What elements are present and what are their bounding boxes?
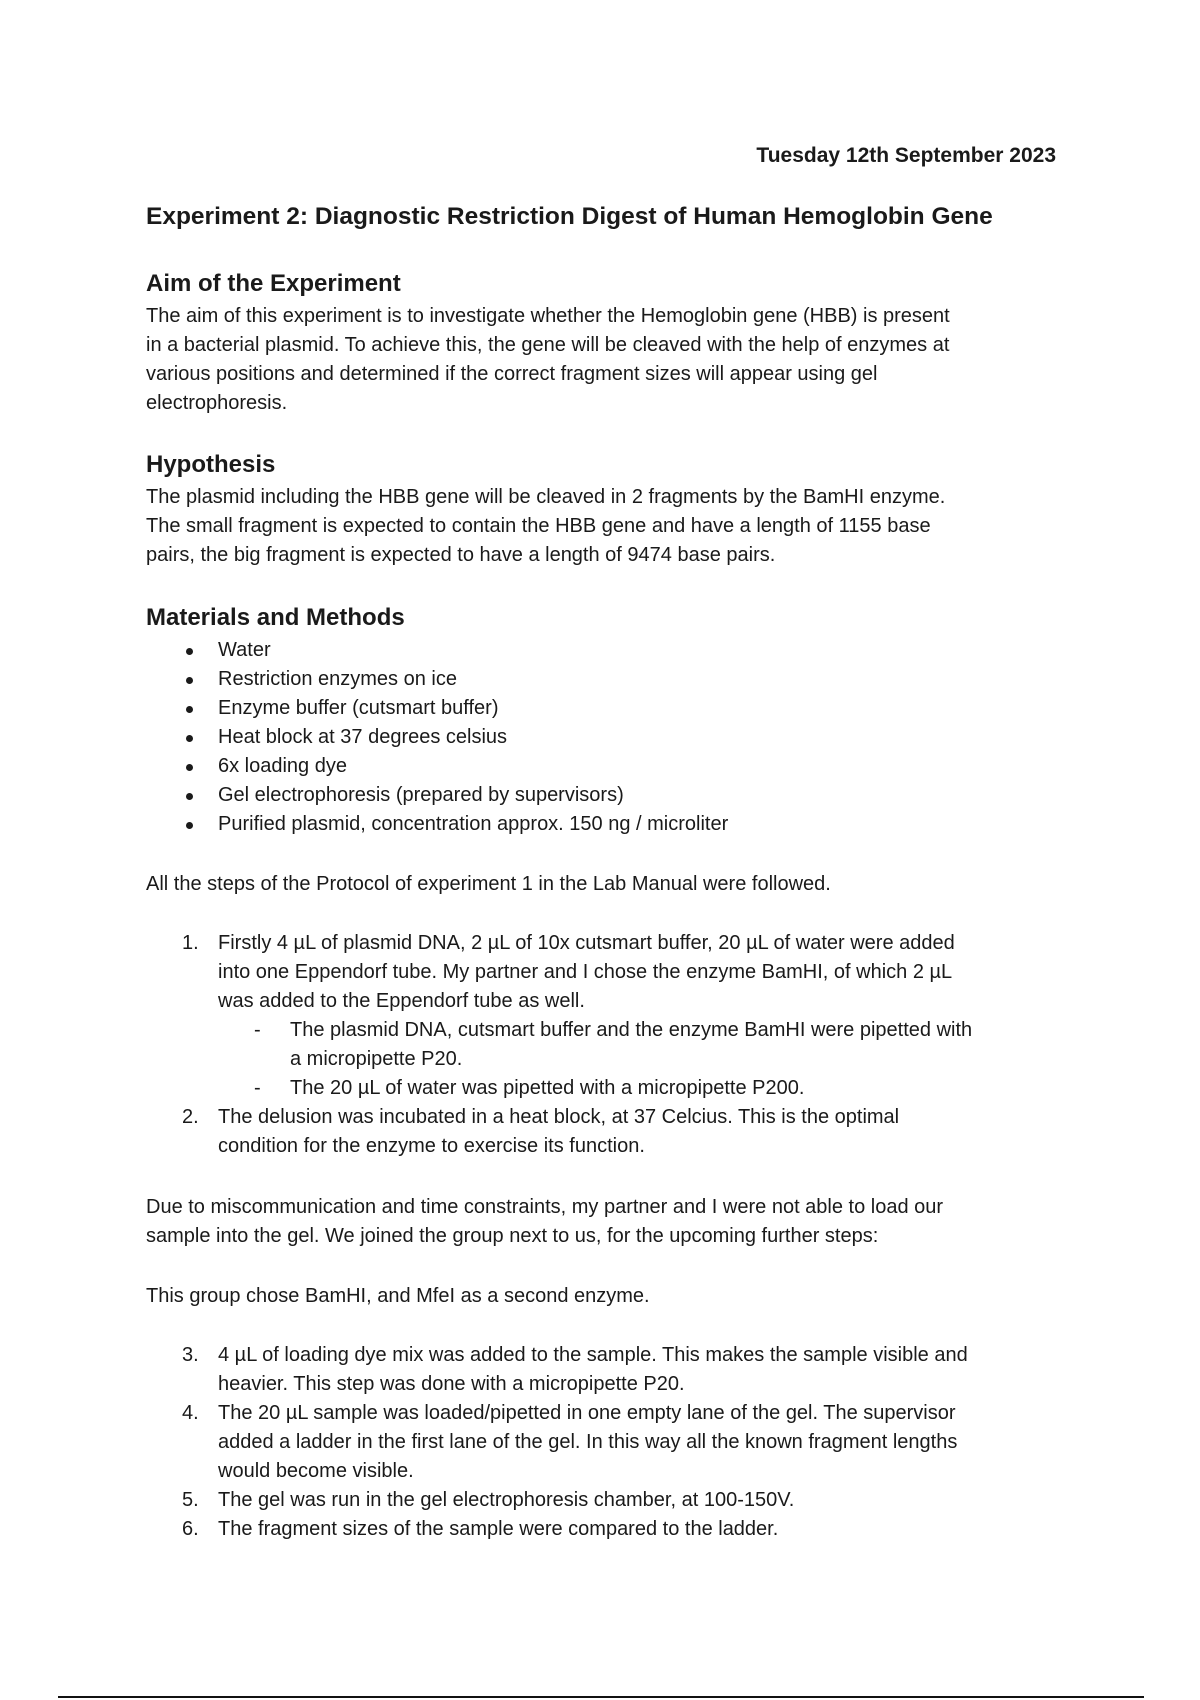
materials-section — [146, 604, 1056, 839]
step-line: was added to the Eppendorf tube as well. — [218, 990, 585, 1012]
document-date: Tuesday 12th September 2023 — [756, 144, 1056, 167]
step-number: 2. — [182, 1106, 199, 1128]
step-line: heavier. This step was done with a micropipette P20. — [218, 1373, 685, 1395]
step-item — [146, 1486, 1056, 1515]
miscommunication-paragraph — [146, 1193, 1056, 1251]
step-line: The delusion was incubated in a heat block, at 37 Celcius. This is the optimal — [218, 1106, 900, 1128]
substep-line: - The 20 µL of water was pipetted with a micropipette P200. — [290, 1077, 805, 1099]
paragraph-line: sample into the gel. We joined the group next to us, for the upcoming further steps: — [146, 1225, 879, 1247]
step-line: Firstly 4 µL of plasmid DNA, 2 µL of 10x cutsmart buffer, 20 µL of water were added — [218, 932, 955, 954]
step-line: added a ladder in the first lane of the gel. In this way all the known fragment lengths — [218, 1431, 958, 1453]
hypothesis-line: The small fragment is expected to contain the HBB gene and have a length of 1155 base — [146, 515, 931, 537]
list-item: Restriction enzymes on ice — [146, 665, 1056, 694]
step-line: 4 µL of loading dye mix was added to the sample. This makes the sample visible and — [218, 1344, 968, 1366]
aim-line: electrophoresis. — [146, 392, 288, 414]
hypothesis-line: pairs, the big fragment is expected to have a length of 9474 base pairs. — [146, 544, 776, 566]
step-item — [146, 1399, 1056, 1486]
protocol-note-text: All the steps of the Protocol of experiment 1 in the Lab Manual were followed. — [146, 873, 831, 895]
step-line: would become visible. — [218, 1460, 414, 1482]
document-title: Experiment 2: Diagnostic Restriction Digest of Human Hemoglobin Gene — [146, 203, 993, 230]
step-number: 1. — [182, 932, 199, 954]
aim-heading: Aim of the Experiment — [146, 270, 401, 297]
paragraph-line: Due to miscommunication and time constraints, my partner and I were not able to load our — [146, 1196, 944, 1218]
step-line: The 20 µL sample was loaded/pipetted in one empty lane of the gel. The supervisor — [218, 1402, 956, 1424]
hypothesis-line: The plasmid including the HBB gene will be cleaved in 2 fragments by the BamHI enzyme. — [146, 486, 946, 508]
materials-list — [146, 636, 1056, 839]
step-line: The gel was run in the gel electrophoresis chamber, at 100-150V. — [218, 1489, 795, 1511]
hypothesis-section — [146, 451, 1056, 570]
step-number: 5. — [182, 1489, 199, 1511]
step-number: 4. — [182, 1402, 199, 1424]
step-item — [146, 929, 1056, 1103]
aim-line: various positions and determined if the correct fragment sizes will appear using gel — [146, 363, 878, 385]
list-item: Water — [146, 636, 1056, 665]
list-item: Heat block at 37 degrees celsius — [146, 723, 1056, 752]
aim-line: in a bacterial plasmid. To achieve this, the gene will be cleaved with the help of enzymes at — [146, 334, 950, 356]
list-item: 6x loading dye — [146, 752, 1056, 781]
steps-list-a — [146, 929, 1056, 1161]
step-item — [146, 1515, 1056, 1544]
step-item — [146, 1341, 1056, 1399]
step-number: 3. — [182, 1344, 199, 1366]
page-bottom-rule — [58, 1696, 1144, 1698]
substep-list — [218, 1016, 1056, 1103]
step-line: into one Eppendorf tube. My partner and I chose the enzyme BamHI, of which 2 µL — [218, 961, 953, 983]
substep-item — [218, 1074, 1056, 1103]
hypothesis-heading: Hypothesis — [146, 451, 276, 478]
list-item: Gel electrophoresis (prepared by supervisors) — [146, 781, 1056, 810]
substep-line: - The plasmid DNA, cutsmart buffer and the enzyme BamHI were pipetted with — [290, 1019, 973, 1041]
group-note-text: This group chose BamHI, and MfeI as a second enzyme. — [146, 1285, 650, 1307]
materials-heading: Materials and Methods — [146, 604, 405, 631]
aim-line: The aim of this experiment is to investigate whether the Hemoglobin gene (HBB) is present — [146, 305, 950, 327]
group-note — [146, 1282, 1056, 1311]
list-item: Purified plasmid, concentration approx. 150 ng / microliter — [146, 810, 1056, 839]
substep-line: a micropipette P20. — [290, 1048, 463, 1070]
list-item: Enzyme buffer (cutsmart buffer) — [146, 694, 1056, 723]
protocol-note — [146, 870, 1056, 899]
step-number: 6. — [182, 1518, 199, 1540]
step-item — [146, 1103, 1056, 1161]
steps-list-b — [146, 1341, 1056, 1544]
substep-item — [218, 1016, 1056, 1074]
aim-section — [146, 270, 1056, 418]
step-line: condition for the enzyme to exercise its function. — [218, 1135, 645, 1157]
step-line: The fragment sizes of the sample were compared to the ladder. — [218, 1518, 779, 1540]
